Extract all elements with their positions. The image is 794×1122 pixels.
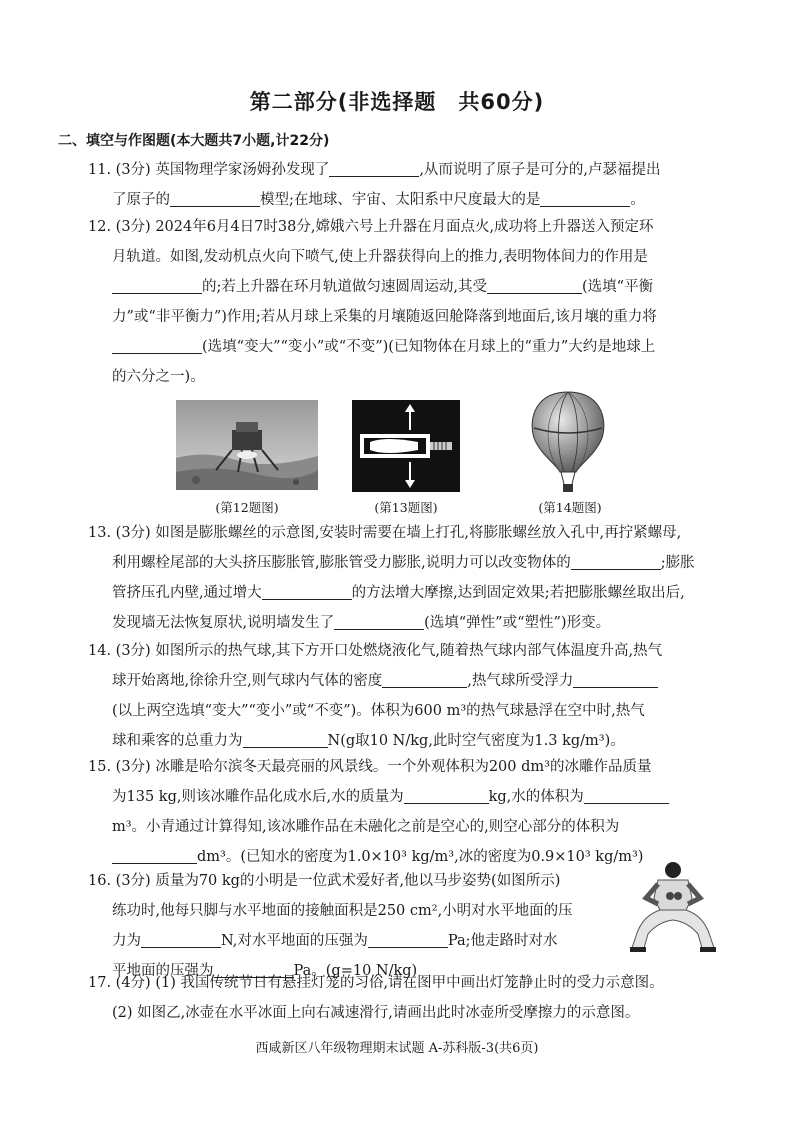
q11-text-4: 模型;在地球、宇宙、太阳系中尺度最大的是	[260, 192, 541, 208]
q11-text-3: 了原子的	[112, 192, 170, 208]
q16-text-4: N,对水平地面的压强为	[221, 933, 368, 949]
q13-text-4: 管挤压孔内壁,通过增大	[112, 585, 262, 601]
hot-air-balloon-image	[526, 388, 610, 494]
q13-text-7: (选填“弹性”或“塑性”)形变。	[424, 615, 611, 631]
q14-text-4: 球和乘客的总重力为	[112, 733, 243, 749]
q14-text-2: 球开始离地,徐徐升空,则气球内气体的密度	[112, 673, 383, 689]
q16-text-6: 平地面的压强为	[112, 963, 214, 979]
figure-14-caption: (第14题图)	[538, 500, 602, 515]
q16-text-5: Pa;他走路时对水	[447, 933, 558, 949]
section-heading: 二、填空与作图题(本大题共7小题,计22分)	[58, 133, 330, 149]
q16-blank-2	[368, 929, 448, 948]
q13-text-3: ;膨胀	[660, 555, 695, 571]
q13-text-5: 的方法增大摩擦,达到固定效果;若把膨胀螺丝取出后,	[351, 585, 685, 601]
question-12	[88, 212, 728, 392]
q14-blank-1	[382, 669, 467, 688]
q11-blank-2	[170, 188, 260, 207]
q12-line-2: 月轨道。如图,发动机点火向下喷气,使上升器获得向上的推力,表明物体间力的作用是	[112, 249, 648, 265]
q14-line-3: (以上两空选填“变大”“变小”或“不变”)。体积为600 m³的热气球悬浮在空中时,热气	[112, 703, 645, 719]
q11-blank-3	[540, 188, 630, 207]
q13-text-2: 利用螺栓尾部的大头挤压膨胀管,膨胀管受力膨胀,说明力可以改变物体的	[112, 555, 571, 571]
q14-text-3: ,热气球所受浮力	[467, 673, 574, 689]
q16-blank-1	[141, 929, 221, 948]
q14-line-1: 14. (3分) 如图所示的热气球,其下方开口处燃烧液化气,随着热气球内部气体温度升高,热气	[88, 643, 663, 659]
q13-text-6: 发现墙无法恢复原状,说明墙发生了	[112, 615, 335, 631]
q14-text-5: N(g取10 N/kg,此时空气密度为1.3 kg/m³)。	[327, 733, 625, 749]
q13-blank-1	[571, 551, 661, 570]
q11-blank-1	[329, 158, 419, 177]
q13-blank-2	[262, 581, 352, 600]
question-13	[88, 518, 728, 638]
question-14	[88, 636, 728, 756]
page-footer: 西咸新区八年级物理期末试题 A-苏科版-3(共6页)	[255, 1041, 539, 1056]
q16-line-1: 16. (3分) 质量为70 kg的小明是一位武术爱好者,他以马步姿势(如图所示)	[88, 873, 561, 889]
q15-line-3: m³。小青通过计算得知,该冰雕作品在未融化之前是空心的,则空心部分的体积为	[112, 819, 620, 835]
figure-13-expansion-screw	[352, 400, 460, 492]
figure-12-lunar-lander	[176, 400, 318, 490]
q16-text-3: 力为	[112, 933, 141, 949]
q12-line-6: 的六分之一)。	[112, 369, 205, 385]
q14-blank-3	[243, 729, 328, 748]
q12-blank-1	[112, 275, 202, 294]
q14-blank-2	[573, 669, 658, 688]
lunar-lander-image	[176, 400, 318, 490]
q12-line-1: 12. (3分) 2024年6月4日7时38分,嫦娥六号上升器在月面点火,成功将上升器送入预定环	[88, 219, 654, 235]
figure-13-caption: (第13题图)	[374, 500, 438, 515]
q12-text-4: (选填“平衡	[582, 279, 654, 295]
q17-line-1: 17. (4分) (1) 我国传统节日有悬挂灯笼的习俗,请在图甲中画出灯笼静止时的受力示意图。	[88, 975, 664, 991]
q15-line-1: 15. (3分) 冰雕是哈尔滨冬天最亮丽的风景线。一个外观体积为200 dm³的冰雕作品质量	[88, 759, 652, 775]
q15-blank-1	[404, 785, 489, 804]
q15-text-2: 为135 kg,则该冰雕作品化成水后,水的质量为	[112, 789, 404, 805]
figure-12-caption: (第12题图)	[215, 500, 279, 515]
q12-text-3: 的;若上升器在环月轨道做匀速圆周运动,其受	[202, 279, 487, 295]
figure-16-horse-stance	[628, 858, 718, 954]
page-title: 第二部分(非选择题 共60分)	[249, 90, 545, 114]
q12-line-4: 力”或“非平衡力”)作用;若从月球上采集的月壤随返回舱降落到地面后,该月壤的重力将	[112, 309, 657, 325]
q16-text-7: Pa。(g=10 N/kg)	[293, 963, 418, 979]
q13-blank-3	[334, 611, 424, 630]
question-15	[88, 752, 728, 872]
question-17	[88, 968, 728, 1028]
q15-blank-2	[584, 785, 669, 804]
q15-blank-3	[112, 845, 197, 864]
q16-line-2: 练功时,他每只脚与水平地面的接触面积是250 cm²,小明对水平地面的压	[112, 903, 573, 919]
figure-14-hot-air-balloon	[526, 388, 610, 494]
q12-text-5: (选填“变大”“变小”或“不变”)(已知物体在月球上的“重力”大约是地球上	[202, 339, 656, 355]
q13-line-1: 13. (3分) 如图是膨胀螺丝的示意图,安装时需要在墙上打孔,将膨胀螺丝放入孔中,再拧紧螺母,	[88, 525, 682, 541]
q15-text-3: kg,水的体积为	[488, 789, 584, 805]
q11-text-5: 。	[630, 192, 645, 208]
q15-text-4: dm³。(已知水的密度为1.0×10³ kg/m³,冰的密度为0.9×10³ kg/m³)	[197, 849, 644, 865]
q11-text-1: 11. (3分) 英国物理学家汤姆孙发现了	[88, 162, 330, 178]
q12-blank-2	[487, 275, 582, 294]
q12-blank-3	[112, 335, 202, 354]
q17-line-2: (2) 如图乙,冰壶在水平冰面上向右减速滑行,请画出此时冰壶所受摩擦力的示意图。	[112, 1005, 640, 1021]
expansion-screw-diagram	[352, 400, 460, 492]
question-11	[88, 155, 728, 215]
horse-stance-person-image	[628, 858, 718, 954]
q11-text-2: ,从而说明了原子是可分的,卢瑟福提出	[419, 162, 661, 178]
